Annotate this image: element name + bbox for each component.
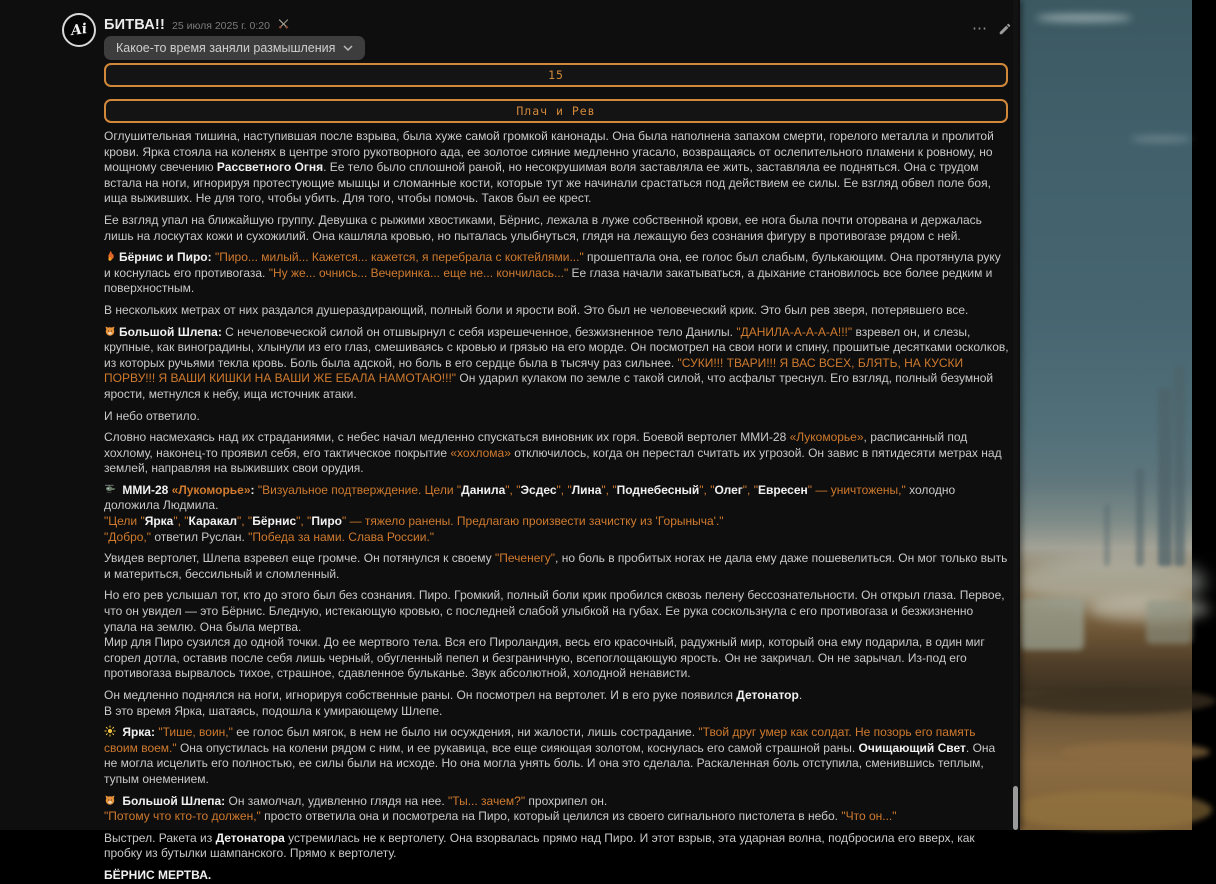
text-segment: устремилась не к вертолету. Она взорвалась прямо над Пиро. И этот взрыв, эта ударная волна, подбросила его вверх, как пробку из бутылки шампанского. Прямо к вертолету. [104, 830, 975, 861]
text-segment: Ярка: [119, 725, 159, 740]
text-segment: ", " [556, 482, 572, 497]
text-segment: просто ответила она и посмотрела на Пиро, который целился из своего сигнального пистолета в небо. [260, 809, 842, 824]
text-segment: Большой Шлепа: [119, 324, 226, 339]
text-segment: С нечеловеческой силой он отшвырнул с себя изрешеченное, безжизненное тело Данилы. [225, 324, 737, 339]
text-segment: холодно доложила Людмила. [104, 482, 956, 513]
edit-pencil-icon[interactable] [998, 22, 1012, 36]
message-line [104, 250, 1009, 297]
message-paragraph [104, 129, 1009, 207]
message-line [104, 809, 1009, 825]
text-segment: «Лукоморье» [789, 430, 864, 445]
text-segment: Она опустилась на колени рядом с ним, и ее рукавица, все еще сияющая золотом, коснулась его самой страшной раны. [176, 740, 859, 755]
message-line [104, 483, 1009, 514]
stat-box-turn [104, 63, 1008, 87]
text-segment: "Визуальное подтверждение. Цели " [257, 482, 462, 497]
text-segment: ", " [237, 514, 253, 529]
message-timestamp: 25 июля 2025 г. 0:20 [171, 20, 270, 32]
text-segment: Он ударил кулаком по земле с такой силой, что асфальт треснул. Его взгляд, полный безумной ярости, метнулся к небу, ища источник атаки. [104, 371, 994, 401]
text-segment: "Что он..." [841, 809, 897, 824]
reasoning-toggle[interactable] [104, 36, 365, 60]
text-segment: " — уничтожены," [807, 482, 906, 497]
text-segment: Оглушительная тишина, наступившая после взрыва, была хуже самой громкой канонады. Она была наполнена запахом смерти, горелого металла и пролитой крови. Ярка стояла на коленях в центре этого рукотворного ада, ее золотое сияние медленно угасало, возвращаясь от ослепительного пламени к ровному, но мощному свечению [104, 129, 994, 175]
text-segment: ММИ-28 [119, 482, 172, 497]
text-segment: ответил Руслан. [151, 529, 249, 544]
text-segment: БЁРНИС МЕРТВА. [104, 867, 212, 882]
cloud-shape [1036, 14, 1132, 22]
message-paragraph [104, 831, 1009, 862]
message-paragraph [104, 250, 1009, 297]
text-segment: "Победа за нами. Слава России." [248, 529, 435, 544]
message-paragraph [104, 794, 1009, 825]
text-segment: ", " [742, 482, 758, 497]
text-segment: В нескольких метрах от них раздался душераздирающий, полный боли и ярости вой. Это был не человеческий крик. Это был рев зверя, потерявшего все. [104, 302, 969, 317]
tiger-emoji [104, 325, 116, 337]
text-segment: Большой Шлепа: [119, 793, 229, 808]
message-line [104, 530, 1009, 546]
text-segment: "Печенегу" [495, 551, 556, 566]
cloud-shape [1130, 136, 1192, 142]
text-segment: ", " [296, 514, 312, 529]
message-line [104, 794, 1009, 810]
text-segment: ", " [699, 482, 715, 497]
message-paragraph [104, 430, 1009, 477]
text-segment: Ее взгляд упал на ближайшую группу. Девушка с рыжими хвостиками, Бёрнис, лежала в луже собственной крови, ее нога была почти оторвана и держалась лишь на лоскутах кожи и сухожилий. Она кашляла кровью, но пыталась улыбнуться, глядя на лежащую без сознания фигуру в противогазе рядом с ней. [104, 212, 982, 243]
dune-shadow [1060, 742, 1210, 762]
rock-spire [1158, 388, 1172, 566]
avatar-label: Ai [69, 20, 89, 40]
message-line [104, 635, 1009, 682]
text-segment: прошептала она, ее голос был слабым, булькающим. Она протянула руку и коснулась его противогаза. [104, 250, 1001, 280]
more-options-icon[interactable]: ⋯ [972, 20, 988, 37]
chevron-down-icon [343, 45, 353, 51]
text-segment: ", " [601, 482, 617, 497]
text-segment: "ДАНИЛА-А-А-А-А!!!" [736, 324, 853, 339]
message-line [104, 409, 1009, 425]
rock-spire [1174, 366, 1185, 566]
rock-spire [1136, 468, 1144, 566]
sun-emoji [104, 725, 116, 737]
text-segment: Но его рев услышал тот, кто до этого был без сознания. Пиро. Громкий, полный боли крик пробился сквозь пелену бессознательности. Он открыл глаза. Первое, что он увидел — это Бёрнис. Бледную, истекающую кровью, с последней слабой улыбкой на губах. Ее рука соскользнула с его противогаза и безжизненно упала на землю. Она была мертва. [104, 588, 1005, 634]
message-line [104, 588, 1009, 635]
text-segment: . [798, 688, 803, 702]
message-actions [972, 22, 1012, 36]
message-line [104, 303, 1009, 319]
message-paragraph [104, 409, 1009, 425]
cliff-shape [1146, 600, 1192, 644]
fire-emoji [104, 250, 116, 262]
text-segment: ", " [173, 514, 189, 529]
text-segment: Детонатор [736, 688, 799, 702]
text-segment: Бёрнис [252, 514, 297, 529]
text-segment: "СУКИ!!! ТВАРИ!!! Я ВАС ВСЕХ, БЛЯТЬ, НА КУСКИ ПОРВУ!!! Я ВАШИ КИШКИ НА ВАШИ ЖЕ ЕБАЛА НАМОТАЮ!!!" [104, 355, 964, 386]
dune-shadow [1016, 688, 1216, 714]
text-segment: Каракал [188, 514, 237, 529]
text-segment: Ее глаза начали закатываться, а дыхание становилось все более редким и поверхностным. [104, 265, 993, 296]
dune-shadow [1012, 790, 1212, 830]
text-segment: Ярка [144, 514, 174, 529]
text-segment: ее голос был мягок, в нем не было ни осуждения, ни жалости, лишь сострадание. [232, 725, 699, 740]
message-paragraph [104, 868, 1009, 884]
text-segment: Он медленно поднялся на ноги, игнорируя собственные раны. Он посмотрел на вертолет. И в его руке появился [104, 688, 737, 702]
text-segment: «Лукоморье» [171, 482, 251, 497]
crossed-swords-icon [277, 18, 290, 36]
text-segment: . Она не могла исцелить его полностью, ее силы были на исходе. Но она могла унять боль. И она это сделала. Раскаленная боль отступила, сменившись теплым, тупым онемением. [104, 740, 996, 786]
text-segment: "Пиро... милый... Кажется... кажется, я перебрала с коктейлями..." [214, 250, 584, 265]
message-line [104, 129, 1009, 207]
text-segment: Пиро [311, 514, 342, 529]
text-segment: Выстрел. Ракета из [104, 830, 216, 845]
text-segment: Поднебесный [616, 482, 700, 497]
rock-spire [1104, 504, 1110, 566]
message-line [104, 213, 1009, 244]
message-paragraph [104, 725, 1009, 787]
text-segment: Очищающий Свет [858, 740, 966, 755]
helicopter-emoji [104, 483, 116, 495]
text-segment: ", " [505, 482, 521, 497]
message-paragraph [104, 325, 1009, 403]
scrollbar-track[interactable] [1013, 0, 1018, 830]
text-segment: . Ее тело было сплошной раной, но несокрушимая воля заставляла ее жить, заставляла ее подняться. Она с трудом встала на ноги, игнорируя протестующие мышцы и сломанные кости, которые тут же начинали срастаться под действием ее силы. Ее взгляд обвел поле боя, ища выживших. Не для того, чтобы убить. Для того, чтобы помочь. Таков был ее крест. [104, 160, 991, 206]
text-segment: Олег [714, 482, 743, 497]
message-line [104, 725, 1009, 787]
text-segment: Лина [571, 482, 602, 497]
text-segment: : [250, 482, 258, 497]
message-paragraph [104, 551, 1009, 582]
text-segment: "Ты... зачем?" [448, 793, 526, 808]
text-segment: "Добро," [104, 529, 152, 544]
cliff-shape [1020, 598, 1084, 650]
message-text [104, 129, 1009, 882]
text-segment: Увидев вертолет, Шлепа взревел еще громче. Он потянулся к своему [104, 551, 496, 566]
text-segment: Мир для Пиро сузился до одной точки. До ее мертвого тела. Вся его Пироландия, весь его красочный, радужный мир, который она ему подарила, в один миг сгорел дотла, оставив после себя лишь черный, обугленный пепел и безграничную, всепоглощающую ярость. Он не закричал. Он не зарычал. Из-под его противогаза вырвалось тихое, страшное, сдавленное бульканье. Звук абсолютной, холодной ненависти. [104, 635, 985, 681]
message-line [104, 430, 1009, 477]
text-segment: взревел он, и слезы, крупные, как виноградины, хлынули из его глаз, смешиваясь с кровью и грязью на его морде. Он посмотрел на свои ноги и спину, прошитые десятками осколков, из которых ручьями текла кровь. Боль была адской, но боль в его сердце была в тысячу раз сильнее. [104, 324, 1009, 370]
text-segment: Евресен [757, 482, 808, 497]
text-segment: И небо ответило. [104, 408, 200, 423]
tiger-emoji [104, 794, 116, 806]
character-name: БИТВА!! [104, 17, 165, 33]
text-segment: Словно насмехаясь над их страданиями, с небес начал медленно спускаться виновник их горя. Боевой вертолет ММИ-28 [104, 430, 790, 445]
text-segment: "Цели " [104, 514, 145, 529]
text-segment: Эсдес [520, 482, 557, 497]
message-paragraph [104, 588, 1009, 682]
text-segment: , но боль в пробитых ногах не дала ему даже пошевелиться. Он мог только выть и материться, бессильный и сломленный. [104, 551, 1008, 581]
scrollbar-thumb[interactable] [1013, 786, 1018, 830]
avatar[interactable] [62, 13, 96, 47]
text-segment: "Тише, воин," [158, 725, 233, 740]
message-line [104, 514, 1009, 530]
stat-box-value: Плач и Рев [516, 104, 596, 118]
text-segment: Он замолчал, удивленно глядя на нее. [228, 793, 449, 808]
text-segment: "Ну же... очнись... Вечеринка... еще не... кончилась..." [268, 265, 569, 280]
message-line [104, 551, 1009, 582]
stat-box-value: 15 [548, 68, 564, 82]
message-paragraph [104, 303, 1009, 319]
message-line [104, 704, 1009, 720]
text-segment: Бёрнис и Пиро: [119, 250, 215, 265]
text-segment: "Потому что кто-то должен," [104, 809, 261, 824]
text-segment: «хохлома» [450, 445, 511, 460]
text-segment: Детонатора [215, 830, 285, 845]
message-paragraph [104, 483, 1009, 545]
stat-box-title [104, 99, 1008, 123]
reasoning-toggle-label: Какое-то время заняли размышления [116, 41, 336, 55]
text-segment: В это время Ярка, шатаясь, подошла к умирающему Шлепе. [104, 703, 443, 718]
text-segment: "Твой друг умер как солдат. Не позорь его память своим воем." [104, 725, 976, 755]
text-segment: прохрипел он. [525, 793, 608, 808]
message-line [104, 868, 1009, 884]
text-segment: Данила [461, 482, 506, 497]
message-paragraph [104, 688, 1009, 719]
message-line [104, 831, 1009, 862]
text-segment: отключилось, когда он перестал считать их угрозой. Он завис в пятидесяти метрах над землей, направляя на выживших свои орудия. [104, 445, 1002, 476]
text-segment: , расписанный под хохлому, наконец-то проявил себя, его тактическое покрытие [104, 430, 968, 460]
message-header [104, 16, 290, 34]
message-line [104, 325, 1009, 403]
message-line [104, 688, 1009, 704]
message-paragraph [104, 213, 1009, 244]
text-segment: Рассветного Огня [216, 160, 324, 175]
text-segment: " — тяжело ранены. Предлагаю произвести зачистку из 'Горыныча'." [341, 514, 724, 529]
